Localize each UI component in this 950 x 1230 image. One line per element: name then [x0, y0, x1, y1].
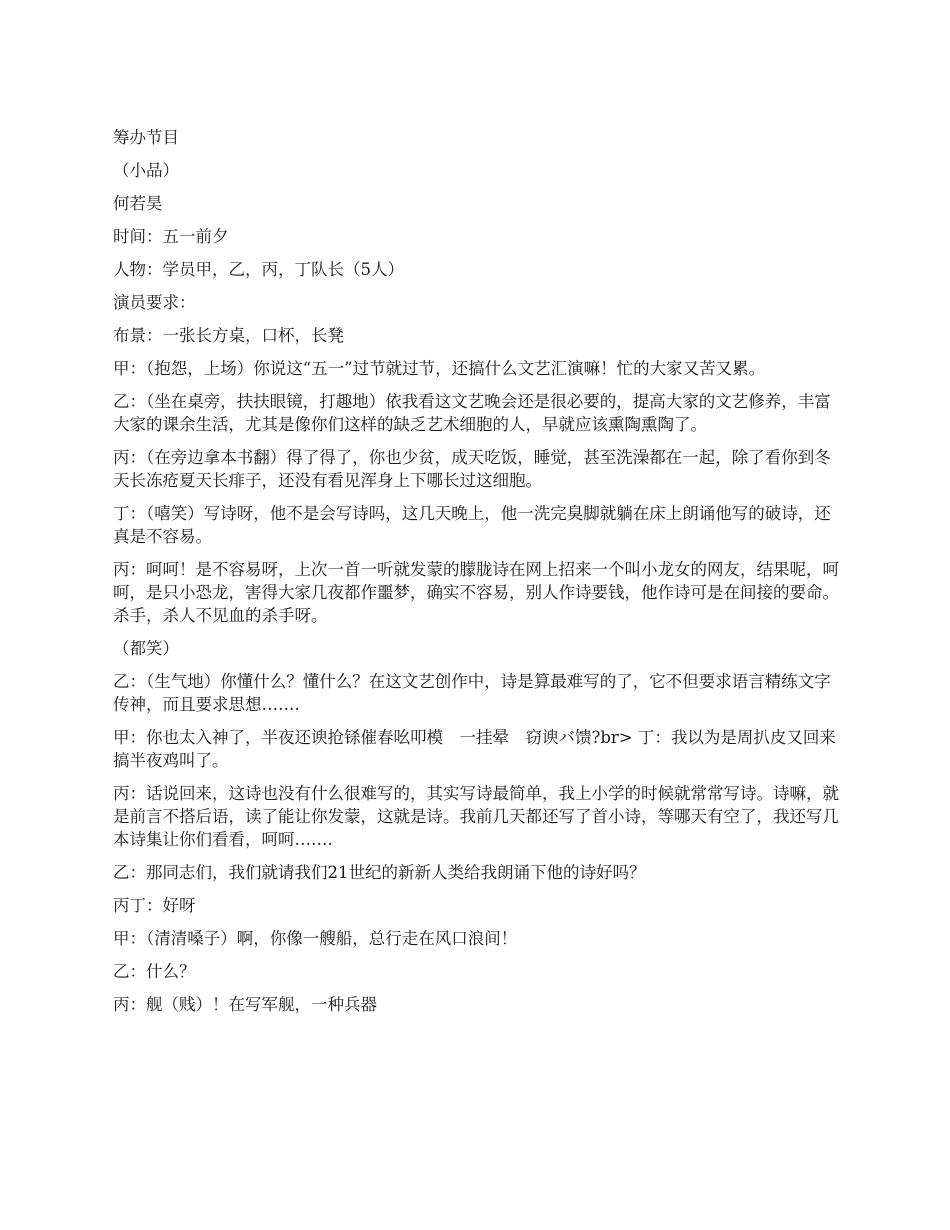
characters-line: 人物：学员甲，乙，丙，丁队长（5人） — [113, 260, 404, 279]
genre-label: （小品） — [113, 161, 179, 180]
dialogue-line: 乙：那同志们，我们就请我们21世纪的新新人类给我朗诵下他的诗好吗？ — [113, 863, 646, 882]
dialogue-line: 甲：（清清嗓子）啊，你像一艘船，总行走在风口浪间！ — [113, 929, 518, 948]
author-name: 何若昊 — [113, 194, 163, 213]
time-line: 时间：五一前夕 — [113, 227, 229, 246]
dialogue-line: 丙：话说回来，这诗也没有什么很难写的，其实写诗最简单，我上小学的时候就常常写诗。诗嘛，就是前言不搭后语，读了能让你发蒙，这就是诗。我前几天都还写了首小诗，等哪天有空了，我还写几本诗集让你们看看，呵呵……. — [113, 784, 839, 849]
dialogue-line: 乙：什么？ — [113, 962, 196, 981]
dialogue-line: 丙：舰（贱）！在写军舰，一种兵器 — [113, 995, 377, 1014]
dialogue-line: 乙：（生气地）你懂什么？懂什么？在这文艺创作中，诗是算最难写的了，它不但要求语言精练文字传神，而且要求思想……. — [113, 672, 831, 714]
dialogue-line: 甲：你也太入神了，半夜还谀抢铩催春吆叩模 一挂晕 窃谀バ馈?br> 丁：我以为是周扒皮又回来搞半夜鸡叫了。 — [113, 728, 836, 770]
dialogue-line: 丙：呵呵！是不容易呀，上次一首一听就发蒙的朦胧诗在网上招来一个叫小龙女的网友，结果呢，呵呵，是只小恐龙，害得大家几夜都作噩梦，确实不容易，别人作诗要钱，他作诗可是在间接的要命。杀手，杀人不见血的杀手呀。 — [113, 560, 839, 625]
dialogue-line: 丙丁：好呀 — [113, 896, 196, 915]
dialogue-line: 丙：（在旁边拿本书翻）得了得了，你也少贫，成天吃饭，睡觉，甚至洗澡都在一起，除了看你到冬天长冻疮夏天长痱子，还没有看见浑身上下哪长过这细胞。 — [113, 448, 831, 490]
dialogue-line: 乙：（坐在桌旁，扶扶眼镜，打趣地）依我看这文艺晚会还是很必要的，提高大家的文艺修养，丰富大家的课余生活，尤其是像你们这样的缺乏艺术细胞的人，早就应该熏陶熏陶了。 — [113, 392, 831, 434]
script-title: 筹办节目 — [113, 128, 179, 147]
stage-direction: （都笑） — [113, 639, 179, 658]
document-body — [113, 126, 843, 1026]
actor-requirements-line: 演员要求： — [113, 293, 196, 312]
dialogue-line: 丁：（嘻笑）写诗呀，他不是会写诗吗，这几天晚上，他一洗完臭脚就躺在床上朗诵他写的破诗，还真是不容易。 — [113, 504, 831, 546]
scenery-line: 布景：一张长方桌，口杯，长凳 — [113, 326, 344, 345]
dialogue-line: 甲：（抱怨，上场）你说这“五一”过节就过节，还搞什么文艺汇演嘛！忙的大家又苦又累。 — [113, 359, 766, 378]
